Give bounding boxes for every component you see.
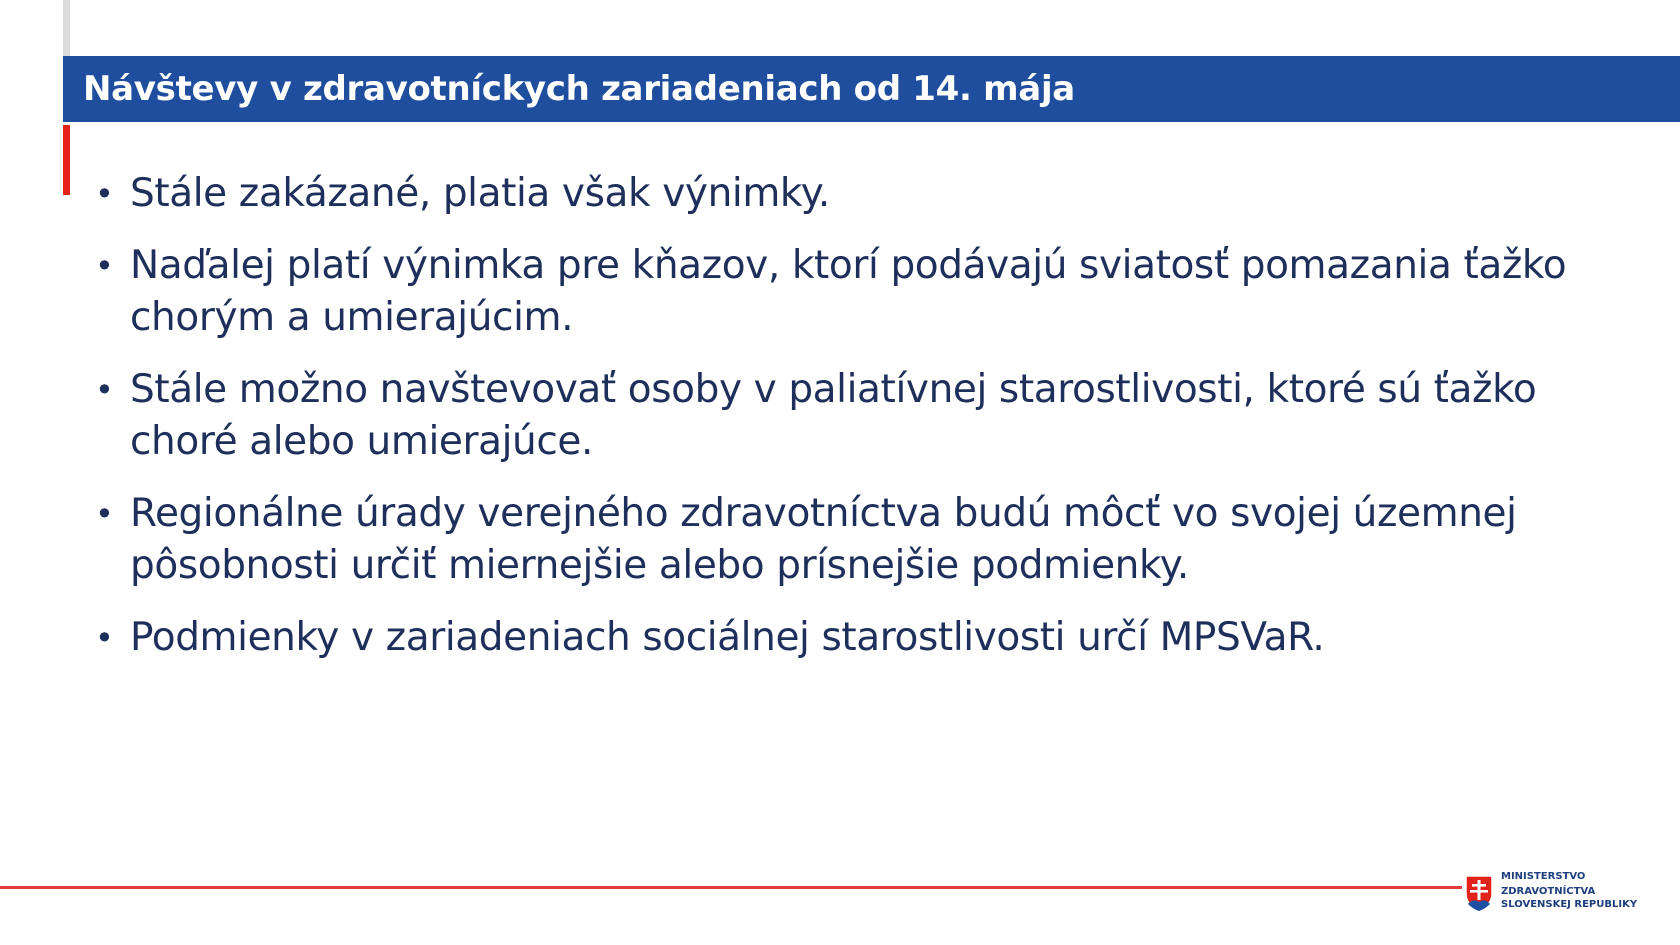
slovak-coat-of-arms-icon [1464,874,1494,912]
logo-line-1: MINISTERSTVO [1501,871,1586,882]
bullet-icon: • [95,495,114,533]
logo-text [1501,870,1677,911]
bullet-icon: • [95,247,114,285]
top-gray-bar [63,0,70,56]
logo-line-2: ZDRAVOTNÍCTVA [1501,886,1596,897]
bullet-text: Stále zakázané, platia však výnimky. [130,171,830,216]
bullet-item [95,240,1655,344]
bullet-item [95,168,1655,220]
bullet-icon: • [95,371,114,409]
bullet-item [95,488,1655,592]
title-band [63,56,1680,122]
bullet-text: Stále možno navštevovať osoby v paliatívnej starostlivosti, ktoré sú ťažko choré alebo umierajúce. [130,367,1537,464]
logo-line-3: SLOVENSKEJ REPUBLIKY [1501,899,1638,910]
bullet-text: Podmienky v zariadeniach sociálnej starostlivosti určí MPSVaR. [130,615,1325,660]
bullet-icon: • [95,175,114,213]
bullet-list [95,168,1655,664]
footer-red-line [0,886,1680,889]
bullet-item [95,612,1655,664]
bullet-text: Naďalej platí výnimka pre kňazov, ktorí podávajú sviatosť pomazania ťažko chorým a umierajúcim. [130,243,1567,340]
bullet-icon: • [95,619,114,657]
slide-title: Návštevy v zdravotníckych zariadeniach od 14. mája [83,69,1075,109]
ministry-logo [1462,870,1680,920]
bullet-text: Regionálne úrady verejného zdravotníctva budú môcť vo svojej územnej pôsobnosti určiť miernejšie alebo prísnejšie podmienky. [130,491,1517,588]
bullet-item [95,364,1655,468]
red-accent-bar [63,125,70,195]
